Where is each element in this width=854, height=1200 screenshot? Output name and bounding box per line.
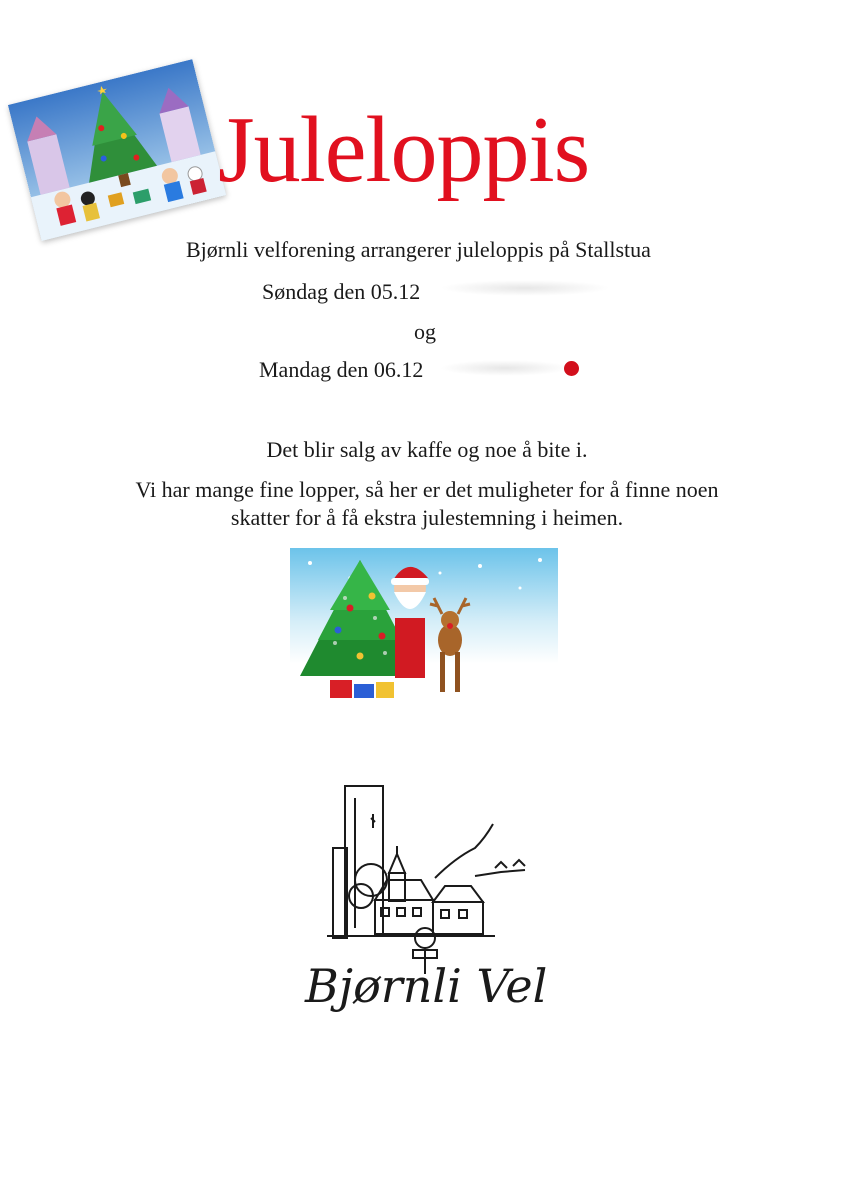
intro-text: Bjørnli velforening arrangerer juleloppis på Stallstua xyxy=(186,237,651,262)
christmas-illustration-image xyxy=(8,59,226,241)
redacted-time-monday xyxy=(440,360,570,376)
christmas-tree-santa-image xyxy=(290,548,558,713)
lopper-paragraph: Vi har mange fine lopper, så her er det muligheter for å finne noen skatter for å få ekstra julestemning i heimen. xyxy=(135,477,719,530)
date-connector: og xyxy=(414,319,436,344)
date-sunday: Søndag den 05.12 xyxy=(262,279,421,304)
lopper-text xyxy=(0,476,854,532)
redacted-time-sunday xyxy=(440,280,610,296)
sale-text: Det blir salg av kaffe og noe å bite i. xyxy=(266,437,588,462)
bjornli-vel-logo-text: Bjørnli Vel xyxy=(305,959,548,1013)
red-dot-icon xyxy=(564,361,579,376)
poster-title: Juleloppis xyxy=(218,98,590,202)
date-monday: Mandag den 06.12 xyxy=(259,357,424,382)
